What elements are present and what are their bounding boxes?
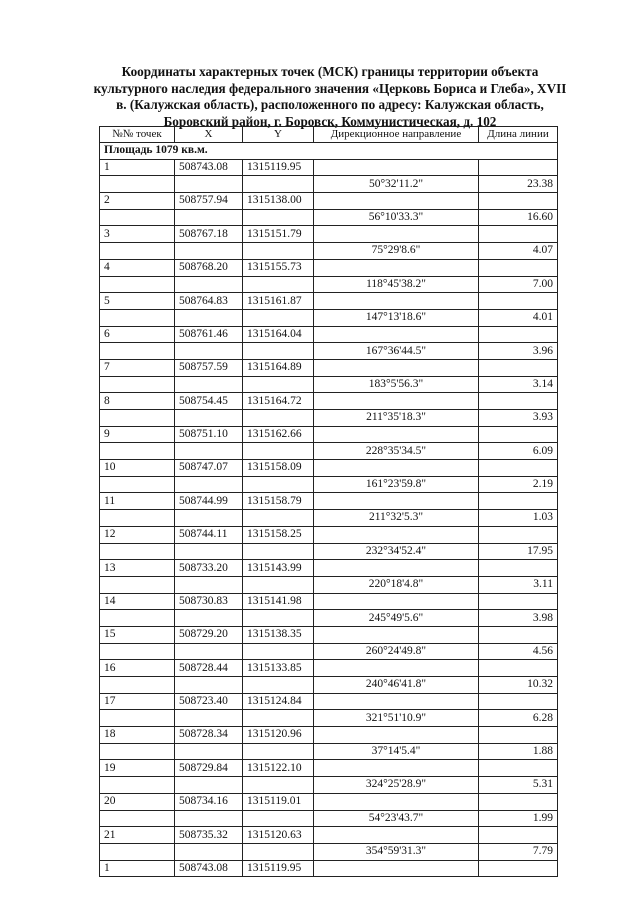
segment-row bbox=[100, 810, 558, 827]
segment-direction: 220°18'4.8" bbox=[314, 576, 479, 593]
segment-row bbox=[100, 510, 558, 527]
point-row bbox=[100, 860, 558, 877]
segment-direction: 228°35'34.5" bbox=[314, 443, 479, 460]
segment-direction: 50°32'11.2" bbox=[314, 176, 479, 193]
segment-empty-y bbox=[243, 677, 314, 694]
segment-length: 4.01 bbox=[479, 309, 558, 326]
segment-empty-x bbox=[175, 743, 243, 760]
segment-length: 10.32 bbox=[479, 677, 558, 694]
segment-row bbox=[100, 243, 558, 260]
segment-row bbox=[100, 743, 558, 760]
segment-empty-y bbox=[243, 576, 314, 593]
point-x: 508728.34 bbox=[175, 727, 243, 744]
point-row bbox=[100, 727, 558, 744]
point-number: 8 bbox=[100, 393, 175, 410]
segment-empty-number bbox=[100, 810, 175, 827]
point-x: 508744.99 bbox=[175, 493, 243, 510]
length-empty bbox=[479, 827, 558, 844]
segment-row bbox=[100, 376, 558, 393]
segment-empty-number bbox=[100, 376, 175, 393]
segment-empty-number bbox=[100, 743, 175, 760]
point-y: 1315133.85 bbox=[243, 660, 314, 677]
segment-empty-x bbox=[175, 476, 243, 493]
point-row bbox=[100, 393, 558, 410]
segment-direction: 56°10'33.3" bbox=[314, 209, 479, 226]
point-row bbox=[100, 526, 558, 543]
point-y: 1315158.09 bbox=[243, 460, 314, 477]
segment-length: 1.99 bbox=[479, 810, 558, 827]
point-x: 508743.08 bbox=[175, 860, 243, 877]
segment-direction: 75°29'8.6" bbox=[314, 243, 479, 260]
segment-direction: 161°23'59.8" bbox=[314, 476, 479, 493]
length-empty bbox=[479, 426, 558, 443]
point-x: 508734.16 bbox=[175, 793, 243, 810]
point-x: 508729.20 bbox=[175, 626, 243, 643]
area-row bbox=[100, 143, 558, 160]
title-line-2: культурного наследия федерального значения «Церковь Бориса и Глеба», XVII bbox=[93, 80, 567, 96]
segment-empty-y bbox=[243, 543, 314, 560]
segment-row bbox=[100, 410, 558, 427]
point-x: 508751.10 bbox=[175, 426, 243, 443]
point-y: 1315161.87 bbox=[243, 293, 314, 310]
segment-length: 3.93 bbox=[479, 410, 558, 427]
point-number: 14 bbox=[100, 593, 175, 610]
segment-empty-y bbox=[243, 777, 314, 794]
segment-empty-x bbox=[175, 376, 243, 393]
point-number: 20 bbox=[100, 793, 175, 810]
segment-length: 3.96 bbox=[479, 343, 558, 360]
segment-empty-number bbox=[100, 343, 175, 360]
point-row bbox=[100, 193, 558, 210]
segment-empty-x bbox=[175, 276, 243, 293]
point-number: 18 bbox=[100, 727, 175, 744]
point-row bbox=[100, 626, 558, 643]
point-x: 508768.20 bbox=[175, 259, 243, 276]
point-y: 1315124.84 bbox=[243, 693, 314, 710]
segment-empty-number bbox=[100, 276, 175, 293]
segment-empty-x bbox=[175, 510, 243, 527]
segment-direction: 321°51'10.9" bbox=[314, 710, 479, 727]
segment-empty-number bbox=[100, 610, 175, 627]
segment-row bbox=[100, 610, 558, 627]
length-empty bbox=[479, 326, 558, 343]
length-empty bbox=[479, 359, 558, 376]
table-header-row bbox=[100, 127, 558, 143]
point-number: 19 bbox=[100, 760, 175, 777]
segment-empty-x bbox=[175, 243, 243, 260]
segment-row bbox=[100, 710, 558, 727]
header-point-number: №№ точек bbox=[100, 127, 175, 143]
segment-length: 6.28 bbox=[479, 710, 558, 727]
point-number: 13 bbox=[100, 560, 175, 577]
direction-empty bbox=[314, 426, 479, 443]
point-y: 1315143.99 bbox=[243, 560, 314, 577]
point-number: 11 bbox=[100, 493, 175, 510]
length-empty bbox=[479, 193, 558, 210]
segment-empty-x bbox=[175, 777, 243, 794]
point-row bbox=[100, 460, 558, 477]
direction-empty bbox=[314, 293, 479, 310]
segment-length: 17.95 bbox=[479, 543, 558, 560]
point-x: 508757.59 bbox=[175, 359, 243, 376]
point-number: 9 bbox=[100, 426, 175, 443]
point-y: 1315138.35 bbox=[243, 626, 314, 643]
point-row bbox=[100, 493, 558, 510]
segment-empty-y bbox=[243, 810, 314, 827]
point-y: 1315162.66 bbox=[243, 426, 314, 443]
segment-empty-number bbox=[100, 243, 175, 260]
segment-row bbox=[100, 476, 558, 493]
segment-empty-number bbox=[100, 309, 175, 326]
point-number: 17 bbox=[100, 693, 175, 710]
point-number: 10 bbox=[100, 460, 175, 477]
point-row bbox=[100, 159, 558, 176]
segment-row bbox=[100, 677, 558, 694]
point-x: 508747.07 bbox=[175, 460, 243, 477]
length-empty bbox=[479, 159, 558, 176]
point-number: 7 bbox=[100, 359, 175, 376]
segment-length: 4.56 bbox=[479, 643, 558, 660]
segment-row bbox=[100, 643, 558, 660]
length-empty bbox=[479, 727, 558, 744]
segment-length: 16.60 bbox=[479, 209, 558, 226]
point-x: 508735.32 bbox=[175, 827, 243, 844]
segment-empty-number bbox=[100, 843, 175, 860]
segment-empty-x bbox=[175, 576, 243, 593]
segment-empty-number bbox=[100, 476, 175, 493]
point-x: 508743.08 bbox=[175, 159, 243, 176]
length-empty bbox=[479, 293, 558, 310]
direction-empty bbox=[314, 660, 479, 677]
point-row bbox=[100, 259, 558, 276]
header-x: X bbox=[175, 127, 243, 143]
direction-empty bbox=[314, 460, 479, 477]
segment-empty-y bbox=[243, 209, 314, 226]
segment-empty-x bbox=[175, 643, 243, 660]
segment-direction: 354°59'31.3" bbox=[314, 843, 479, 860]
point-row bbox=[100, 660, 558, 677]
title-line-4: Боровский район, г. Боровск, Коммунистическая, д. 102 bbox=[163, 113, 497, 129]
header-length: Длина линии bbox=[479, 127, 558, 143]
segment-row bbox=[100, 176, 558, 193]
direction-empty bbox=[314, 493, 479, 510]
point-y: 1315158.79 bbox=[243, 493, 314, 510]
point-number: 16 bbox=[100, 660, 175, 677]
segment-row bbox=[100, 576, 558, 593]
point-x: 508729.84 bbox=[175, 760, 243, 777]
length-empty bbox=[479, 793, 558, 810]
point-y: 1315155.73 bbox=[243, 259, 314, 276]
point-row bbox=[100, 827, 558, 844]
segment-empty-number bbox=[100, 543, 175, 560]
point-x: 508730.83 bbox=[175, 593, 243, 610]
segment-empty-number bbox=[100, 643, 175, 660]
segment-row bbox=[100, 543, 558, 560]
point-x: 508733.20 bbox=[175, 560, 243, 577]
segment-length: 3.11 bbox=[479, 576, 558, 593]
segment-empty-number bbox=[100, 410, 175, 427]
title-line-1: Координаты характерных точек (МСК) границы территории объекта bbox=[121, 64, 539, 79]
point-row bbox=[100, 226, 558, 243]
segment-length: 7.00 bbox=[479, 276, 558, 293]
segment-empty-number bbox=[100, 510, 175, 527]
segment-length: 5.31 bbox=[479, 777, 558, 794]
segment-direction: 211°32'5.3" bbox=[314, 510, 479, 527]
segment-length: 7.79 bbox=[479, 843, 558, 860]
point-y: 1315120.96 bbox=[243, 727, 314, 744]
segment-empty-number bbox=[100, 677, 175, 694]
point-y: 1315164.89 bbox=[243, 359, 314, 376]
direction-empty bbox=[314, 359, 479, 376]
segment-length: 23.38 bbox=[479, 176, 558, 193]
direction-empty bbox=[314, 560, 479, 577]
point-x: 508728.44 bbox=[175, 660, 243, 677]
segment-empty-x bbox=[175, 610, 243, 627]
segment-direction: 167°36'44.5" bbox=[314, 343, 479, 360]
point-row bbox=[100, 426, 558, 443]
direction-empty bbox=[314, 860, 479, 877]
point-y: 1315138.00 bbox=[243, 193, 314, 210]
length-empty bbox=[479, 660, 558, 677]
point-x: 508764.83 bbox=[175, 293, 243, 310]
segment-direction: 232°34'52.4" bbox=[314, 543, 479, 560]
direction-empty bbox=[314, 593, 479, 610]
point-row bbox=[100, 560, 558, 577]
point-y: 1315164.72 bbox=[243, 393, 314, 410]
point-y: 1315119.95 bbox=[243, 860, 314, 877]
segment-empty-number bbox=[100, 576, 175, 593]
direction-empty bbox=[314, 693, 479, 710]
point-x: 508761.46 bbox=[175, 326, 243, 343]
direction-empty bbox=[314, 793, 479, 810]
segment-length: 2.19 bbox=[479, 476, 558, 493]
point-number: 1 bbox=[100, 860, 175, 877]
segment-empty-x bbox=[175, 410, 243, 427]
point-row bbox=[100, 593, 558, 610]
segment-empty-x bbox=[175, 710, 243, 727]
segment-direction: 240°46'41.8" bbox=[314, 677, 479, 694]
segment-empty-number bbox=[100, 710, 175, 727]
segment-direction: 245°49'5.6" bbox=[314, 610, 479, 627]
point-x: 508744.11 bbox=[175, 526, 243, 543]
direction-empty bbox=[314, 760, 479, 777]
point-y: 1315122.10 bbox=[243, 760, 314, 777]
point-row bbox=[100, 760, 558, 777]
segment-empty-y bbox=[243, 743, 314, 760]
direction-empty bbox=[314, 626, 479, 643]
segment-empty-x bbox=[175, 443, 243, 460]
point-x: 508757.94 bbox=[175, 193, 243, 210]
segment-empty-y bbox=[243, 276, 314, 293]
segment-empty-x bbox=[175, 677, 243, 694]
segment-empty-number bbox=[100, 209, 175, 226]
point-y: 1315141.98 bbox=[243, 593, 314, 610]
segment-direction: 118°45'38.2" bbox=[314, 276, 479, 293]
segment-row bbox=[100, 443, 558, 460]
point-number: 3 bbox=[100, 226, 175, 243]
point-x: 508754.45 bbox=[175, 393, 243, 410]
segment-empty-y bbox=[243, 643, 314, 660]
length-empty bbox=[479, 560, 558, 577]
point-row bbox=[100, 359, 558, 376]
header-y: Y bbox=[243, 127, 314, 143]
segment-empty-x bbox=[175, 209, 243, 226]
length-empty bbox=[479, 393, 558, 410]
length-empty bbox=[479, 760, 558, 777]
segment-empty-y bbox=[243, 710, 314, 727]
segment-direction: 37°14'5.4" bbox=[314, 743, 479, 760]
segment-empty-y bbox=[243, 510, 314, 527]
segment-direction: 211°35'18.3" bbox=[314, 410, 479, 427]
point-number: 21 bbox=[100, 827, 175, 844]
segment-empty-y bbox=[243, 610, 314, 627]
segment-length: 6.09 bbox=[479, 443, 558, 460]
segment-direction: 324°25'28.9" bbox=[314, 777, 479, 794]
length-empty bbox=[479, 593, 558, 610]
direction-empty bbox=[314, 193, 479, 210]
length-empty bbox=[479, 626, 558, 643]
segment-direction: 54°23'43.7" bbox=[314, 810, 479, 827]
point-y: 1315151.79 bbox=[243, 226, 314, 243]
point-row bbox=[100, 326, 558, 343]
length-empty bbox=[479, 226, 558, 243]
point-y: 1315158.25 bbox=[243, 526, 314, 543]
segment-row bbox=[100, 209, 558, 226]
point-number: 6 bbox=[100, 326, 175, 343]
segment-row bbox=[100, 777, 558, 794]
point-number: 1 bbox=[100, 159, 175, 176]
segment-empty-y bbox=[243, 376, 314, 393]
point-row bbox=[100, 293, 558, 310]
direction-empty bbox=[314, 727, 479, 744]
segment-row bbox=[100, 276, 558, 293]
segment-direction: 147°13'18.6" bbox=[314, 309, 479, 326]
point-number: 15 bbox=[100, 626, 175, 643]
segment-empty-number bbox=[100, 443, 175, 460]
point-row bbox=[100, 693, 558, 710]
segment-length: 3.98 bbox=[479, 610, 558, 627]
point-y: 1315164.04 bbox=[243, 326, 314, 343]
direction-empty bbox=[314, 259, 479, 276]
segment-empty-x bbox=[175, 843, 243, 860]
point-x: 508767.18 bbox=[175, 226, 243, 243]
segment-empty-x bbox=[175, 810, 243, 827]
segment-empty-number bbox=[100, 176, 175, 193]
point-number: 12 bbox=[100, 526, 175, 543]
direction-empty bbox=[314, 226, 479, 243]
segment-length: 3.14 bbox=[479, 376, 558, 393]
segment-empty-y bbox=[243, 443, 314, 460]
length-empty bbox=[479, 493, 558, 510]
point-y: 1315119.01 bbox=[243, 793, 314, 810]
segment-empty-y bbox=[243, 410, 314, 427]
length-empty bbox=[479, 693, 558, 710]
coordinates-table bbox=[99, 126, 558, 877]
segment-empty-y bbox=[243, 476, 314, 493]
point-number: 2 bbox=[100, 193, 175, 210]
point-x: 508723.40 bbox=[175, 693, 243, 710]
point-y: 1315119.95 bbox=[243, 159, 314, 176]
area-label: Площадь 1079 кв.м. bbox=[100, 143, 558, 160]
segment-empty-y bbox=[243, 176, 314, 193]
segment-row bbox=[100, 309, 558, 326]
header-direction: Дирекционное направление bbox=[314, 127, 479, 143]
segment-empty-y bbox=[243, 243, 314, 260]
point-number: 5 bbox=[100, 293, 175, 310]
segment-empty-y bbox=[243, 843, 314, 860]
title-line-3: в. (Калужская область), расположенного по адресу: Калужская область, bbox=[116, 97, 544, 112]
segment-length: 4.07 bbox=[479, 243, 558, 260]
segment-empty-y bbox=[243, 309, 314, 326]
document-title bbox=[60, 64, 600, 130]
direction-empty bbox=[314, 827, 479, 844]
direction-empty bbox=[314, 526, 479, 543]
length-empty bbox=[479, 460, 558, 477]
direction-empty bbox=[314, 393, 479, 410]
segment-empty-x bbox=[175, 543, 243, 560]
length-empty bbox=[479, 526, 558, 543]
segment-row bbox=[100, 843, 558, 860]
segment-length: 1.03 bbox=[479, 510, 558, 527]
segment-empty-x bbox=[175, 309, 243, 326]
point-y: 1315120.63 bbox=[243, 827, 314, 844]
length-empty bbox=[479, 860, 558, 877]
segment-empty-y bbox=[243, 343, 314, 360]
point-row bbox=[100, 793, 558, 810]
segment-empty-x bbox=[175, 343, 243, 360]
length-empty bbox=[479, 259, 558, 276]
direction-empty bbox=[314, 326, 479, 343]
segment-row bbox=[100, 343, 558, 360]
segment-length: 1.88 bbox=[479, 743, 558, 760]
point-number: 4 bbox=[100, 259, 175, 276]
segment-empty-x bbox=[175, 176, 243, 193]
segment-empty-number bbox=[100, 777, 175, 794]
segment-direction: 183°5'56.3" bbox=[314, 376, 479, 393]
direction-empty bbox=[314, 159, 479, 176]
segment-direction: 260°24'49.8" bbox=[314, 643, 479, 660]
